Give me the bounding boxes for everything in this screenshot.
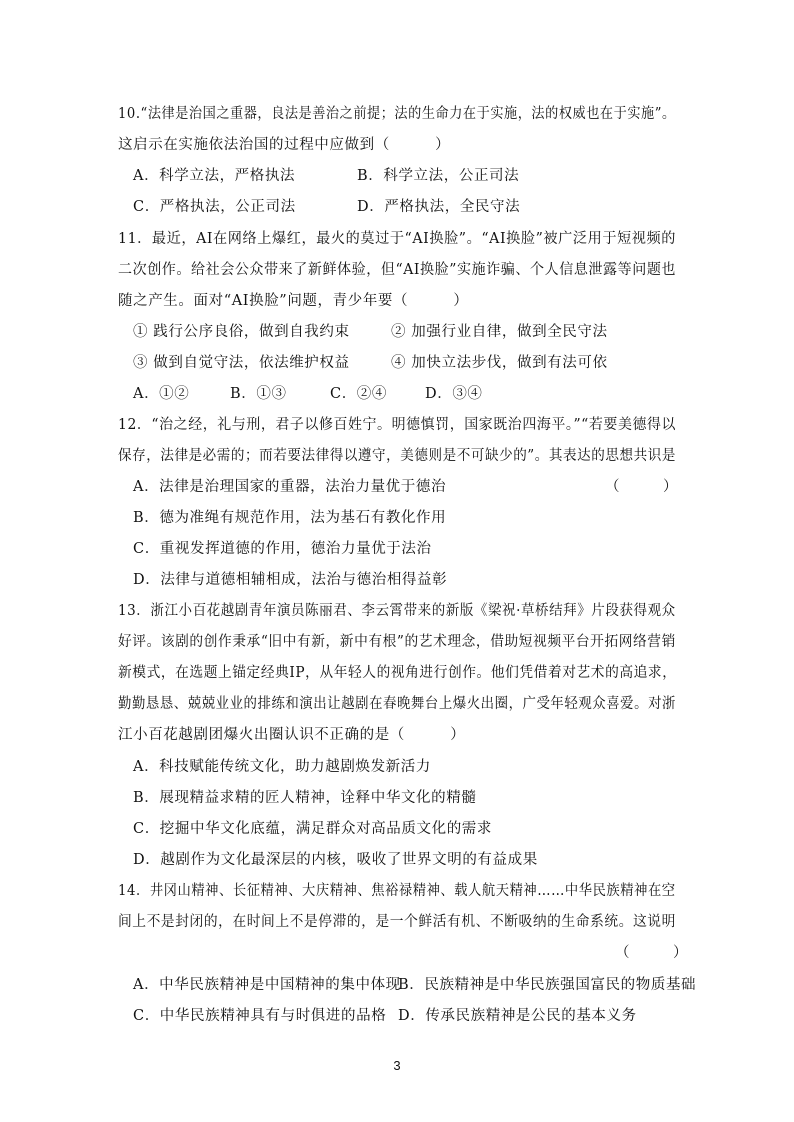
q11-statement-1: ① 践行公序良俗，做到自我约束 [133,324,350,340]
q10-option-a: A．科学立法，严格执法 [133,168,296,184]
q10-option-b: B．科学立法，公正司法 [357,168,520,184]
q12-answer-blank: （ ） [605,479,678,495]
page-number: 3 [393,1058,401,1073]
q14-stem-line-2: 间上不是封闭的，在时间上不是停滞的，是一个鲜活有机、不断吸纳的生命系统。这说明 [118,914,676,930]
q11-option-c: C．②④ [330,386,387,402]
q13-stem-line-5: 江小百花越剧团爆火出圈认识不正确的是（ ） [118,727,466,743]
q10-option-c: C．严格执法，公正司法 [133,199,296,215]
q10-option-d: D．严格执法，全民守法 [357,199,521,215]
q14-answer-blank: （ ） [615,945,688,961]
q11-statement-2: ② 加强行业自律，做到全民守法 [391,324,608,340]
q11-option-d: D．③④ [425,386,483,402]
q11-statement-4: ④ 加快立法步伐，做到有法可依 [391,355,608,371]
q11-stem-line-3: 随之产生。面对“AI换脸”问题，青少年要（ ） [118,293,469,309]
q13-option-b: B．展现精益求精的匠人精神，诠释中华文化的精髓 [133,790,477,806]
q11-option-b: B．①③ [230,386,287,402]
q12-stem-line-2: 保存，法律是必需的；而若要法律得以遵守，美德则是不可缺少的”。其表达的思想共识是 [118,448,676,464]
q11-stem-line-2: 二次创作。给社会公众带来了新鲜体验，但“AI换脸”实施诈骗、个人信息泄露等问题也 [118,262,677,278]
q11-option-a: A．①② [133,386,190,402]
q13-stem-line-4: 勤勤恳恳、兢兢业业的排练和演出让越剧在春晚舞台上爆火出圈，广受年轻观众喜爱。对浙 [118,696,676,712]
q14-option-d: D．传承民族精神是公民的基本义务 [398,1008,637,1024]
q11-statement-3: ③ 做到自觉守法，依法维护权益 [133,355,350,371]
q14-option-c: C．中华民族精神具有与时俱进的品格 [133,1008,387,1024]
q12-option-a: A．法律是治理国家的重器，法治力量优于德治 [133,479,447,495]
q10-stem-line-2: 这启示在实施依法治国的过程中应做到（ ） [118,137,451,153]
q13-option-a: A．科技赋能传统文化，助力越剧焕发新活力 [133,759,431,775]
q14-option-a: A．中华民族精神是中国精神的集中体现 [133,977,401,993]
q13-option-d: D．越剧作为文化最深层的内核，吸收了世界文明的有益成果 [133,852,538,868]
q12-option-c: C．重视发挥道德的作用，德治力量优于法治 [133,541,432,557]
q11-stem-line-1: 11．最近，AI在网络上爆红，最火的莫过于“AI换脸”。“AI换脸”被广泛用于短视频的 [118,231,676,247]
q13-stem-line-2: 好评。该剧的创作秉承“旧中有新，新中有根”的艺术理念，借助短视频平台开拓网络营销 [118,634,676,650]
q12-option-b: B．德为准绳有规范作用，法为基石有教化作用 [133,510,447,526]
q10-stem-line-1: 10.“法律是治国之重器，良法是善治之前提；法的生命力在于实施，法的权威也在于实施”。 [118,106,676,122]
q12-option-d: D．法律与道德相辅相成，法治与德治相得益彰 [133,572,448,588]
q13-stem-line-1: 13．浙江小百花越剧青年演员陈丽君、李云霄带来的新版《梁祝·草桥结拜》片段获得观众 [118,603,676,619]
q14-option-b: B．民族精神是中华民族强国富民的物质基础 [398,977,697,993]
q13-option-c: C．挖掘中华文化底蕴，满足群众对高品质文化的需求 [133,821,492,837]
q14-stem-line-1: 14．井冈山精神、长征精神、大庆精神、焦裕禄精神、载人航天精神……中华民族精神在空 [118,883,676,899]
q12-stem-line-1: 12．“治之经，礼与刑，君子以修百姓宁。明德慎罚，国家既治四海平。”“若要美德得以 [118,417,677,433]
q13-stem-line-3: 新模式，在选题上锚定经典IP，从年轻人的视角进行创作。他们凭借着对艺术的高追求， [118,665,677,681]
